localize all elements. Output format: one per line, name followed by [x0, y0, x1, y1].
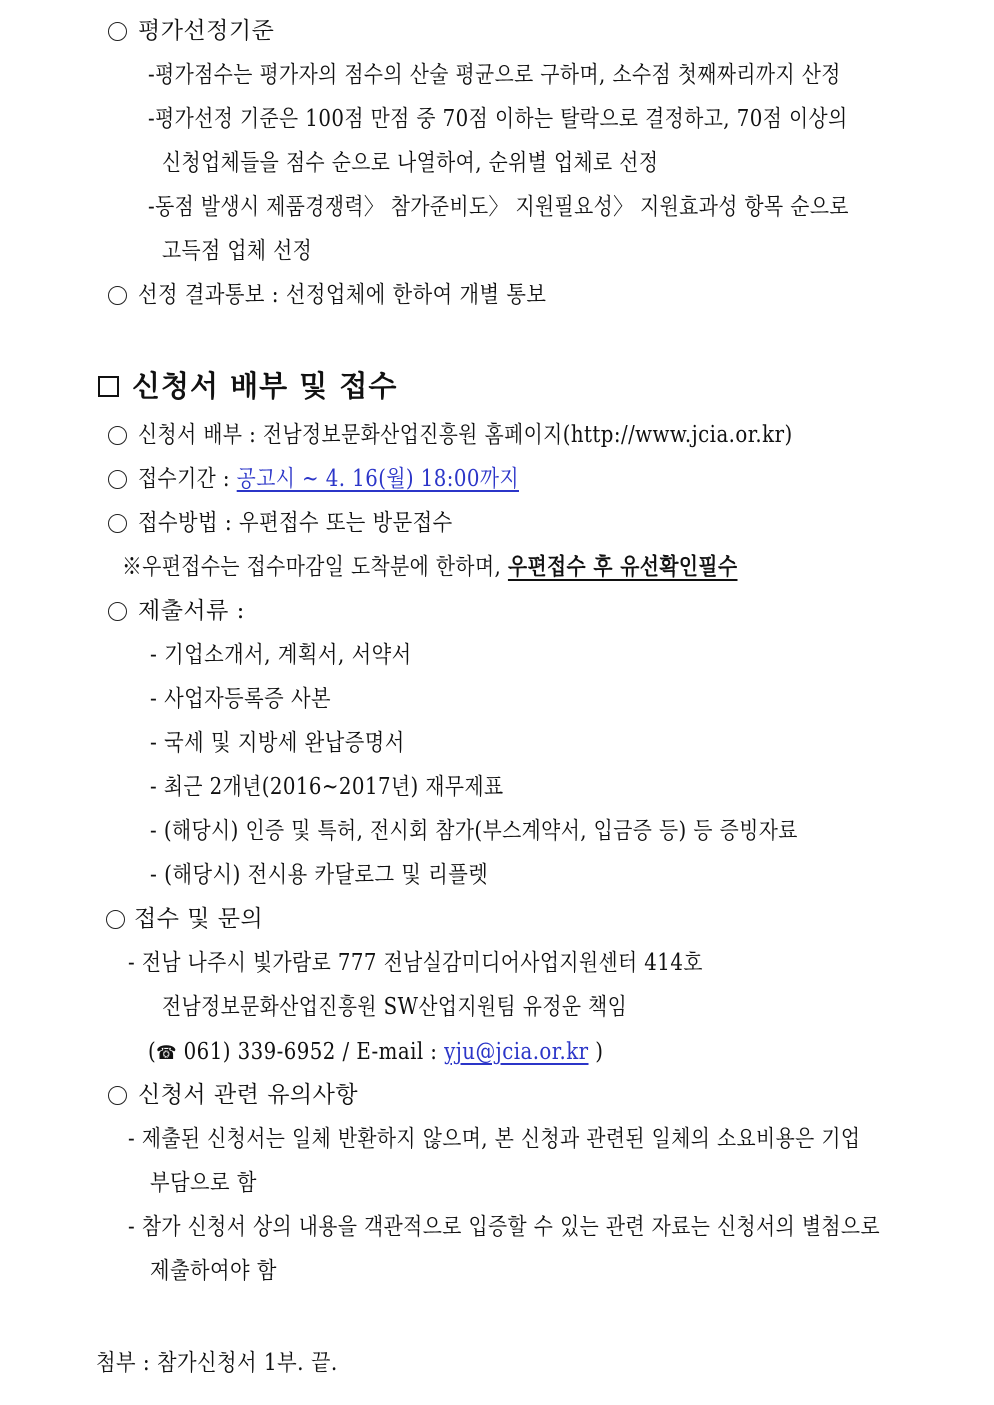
criteria-line-3b: 고득점 업체 선정 [162, 238, 313, 264]
postal-note-emphasis: 우편접수 후 유선확인필수 [507, 553, 738, 580]
contact-person: 전남정보문화산업진흥원 SW산업지원팀 유정운 책임 [162, 994, 628, 1020]
docs-title: 제출서류 : [138, 598, 245, 624]
square-bullet-icon [98, 376, 119, 397]
caution-title: 신청서 관련 유의사항 [138, 1082, 359, 1108]
period-label: 접수기간 : [138, 466, 237, 492]
doc-item: - 기업소개서, 계획서, 서약서 [150, 642, 412, 668]
result-notice: 선정 결과통보 : 선정업체에 한하여 개별 통보 [138, 282, 547, 308]
contact-phone: 061) 339-6952 / E-mail : [176, 1039, 445, 1065]
criteria-line-2a: -평가선정 기준은 100점 만점 중 70점 이하는 탈락으로 결정하고, 70점 이상의 [148, 106, 848, 132]
criteria-line-1: -평가점수는 평가자의 점수의 산술 평균으로 구하며, 소수점 첫째짜리까지 산정 [148, 62, 841, 88]
period-line [138, 464, 519, 494]
circle-bullet-icon [108, 602, 127, 621]
circle-bullet-icon [108, 470, 127, 489]
circle-bullet-icon [108, 514, 127, 533]
caution-line-1b: 부담으로 함 [150, 1170, 257, 1196]
contact-phone-line [148, 1037, 603, 1068]
caution-line-2a: - 참가 신청서 상의 내용을 객관적으로 입증할 수 있는 관련 자료는 신청서의 별첨으로 [128, 1214, 881, 1240]
telephone-icon: ☎ [156, 1042, 177, 1064]
criteria-line-2b: 신청업체들을 점수 순으로 나열하여, 순위별 업체로 선정 [162, 150, 659, 176]
circle-bullet-icon [108, 426, 127, 445]
circle-bullet-icon [108, 1086, 127, 1105]
doc-item: - 국세 및 지방세 완납증명서 [150, 730, 405, 756]
phone-close-paren: ) [588, 1039, 604, 1065]
circle-bullet-icon [108, 286, 127, 305]
caution-line-1a: - 제출된 신청서는 일체 반환하지 않으며, 본 신청과 관련된 일체의 소요비용은 기업 [128, 1126, 861, 1152]
contact-address: - 전남 나주시 빛가람로 777 전남실감미디어사업지원센터 414호 [128, 950, 703, 976]
doc-item: - 최근 2개년(2016~2017년) 재무제표 [150, 774, 504, 800]
contact-title: 접수 및 문의 [134, 906, 264, 932]
circle-bullet-icon [108, 22, 127, 41]
period-value: 공고시 ~ 4. 16(월) 18:00까지 [236, 466, 519, 492]
method-line: 접수방법 : 우편접수 또는 방문접수 [138, 510, 453, 536]
criteria-line-3a: -동점 발생시 제품경쟁력〉 참가준비도〉 지원필요성〉 지원효과성 항목 순으로 [148, 194, 849, 220]
postal-note [122, 552, 737, 582]
doc-item: - 사업자등록증 사본 [150, 686, 331, 712]
distribution-line: 신청서 배부 : 전남정보문화산업진흥원 홈페이지(http://www.jcia.or.kr) [138, 422, 793, 448]
caution-line-2b: 제출하여야 함 [150, 1258, 277, 1284]
postal-note-prefix: ※우편접수는 접수마감일 도착분에 한하며, [122, 554, 508, 580]
doc-item: - (해당시) 전시용 카달로그 및 리플렛 [150, 862, 489, 888]
phone-open-paren: ( [148, 1039, 157, 1065]
attachment-line: 첨부 : 참가신청서 1부. 끝. [96, 1350, 338, 1376]
contact-email-link[interactable]: yju@jcia.or.kr [444, 1039, 589, 1065]
circle-bullet-icon [106, 910, 125, 929]
section-heading: 신청서 배부 및 접수 [132, 369, 398, 403]
criteria-title: 평가선정기준 [138, 18, 275, 44]
doc-item: - (해당시) 인증 및 특허, 전시회 참가(부스계약서, 입금증 등) 등 증빙자료 [150, 818, 798, 844]
